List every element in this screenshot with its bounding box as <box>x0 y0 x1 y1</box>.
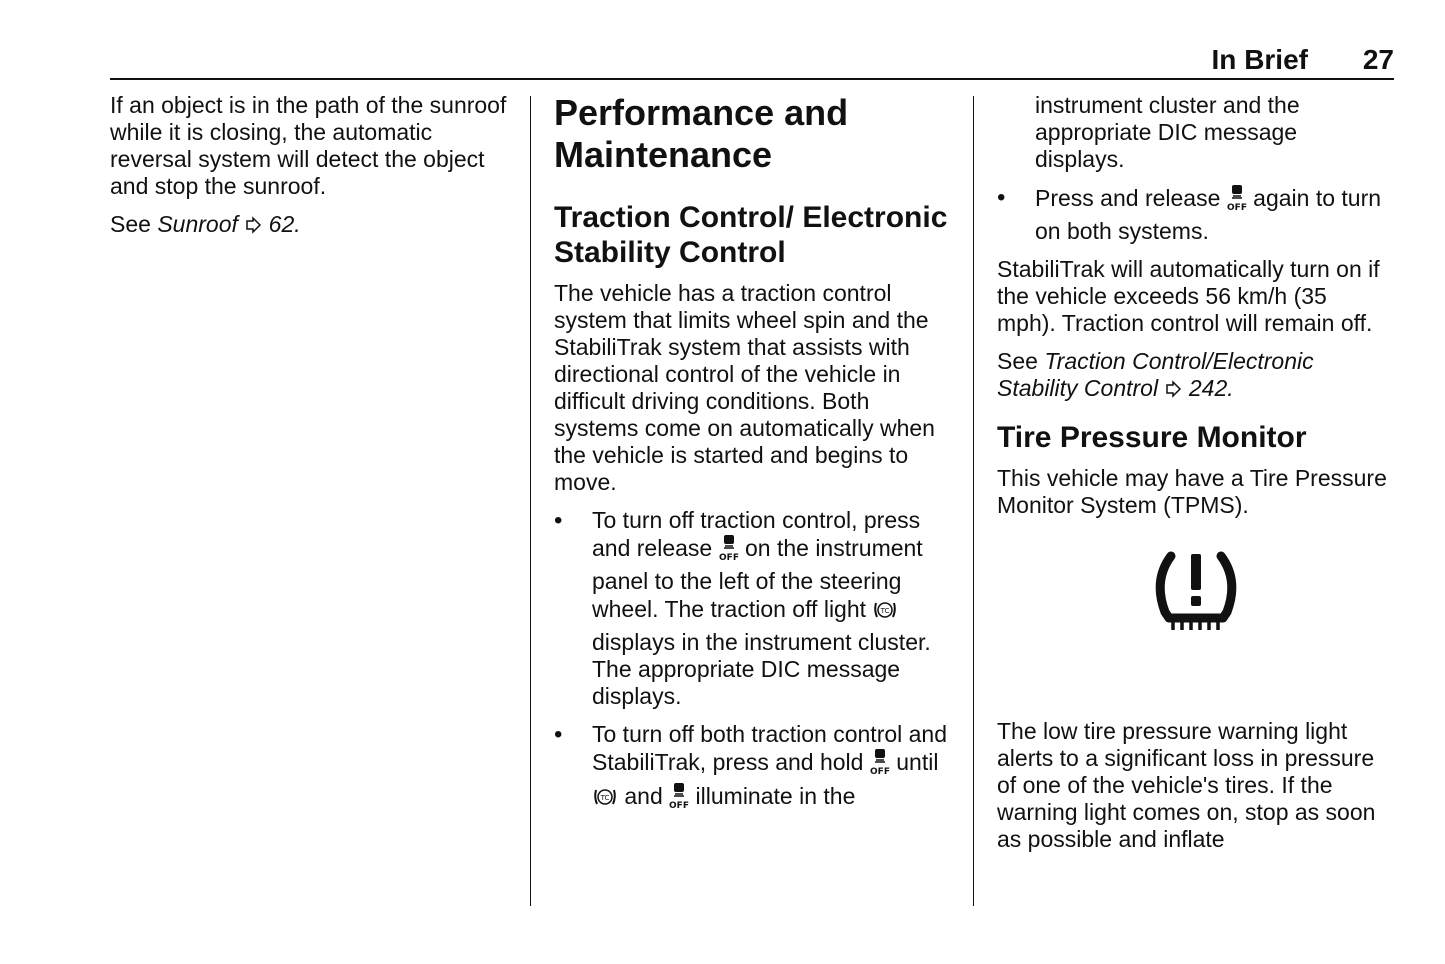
bullet-text: and <box>618 783 670 809</box>
svg-text:TC: TC <box>881 607 890 615</box>
section-title: In Brief <box>1211 44 1308 75</box>
see-prefix: See <box>997 348 1045 374</box>
bullet-text: To turn off traction control, press and release <box>592 507 921 561</box>
bullet-text: until <box>889 749 939 775</box>
bullet-text: To turn off both traction control and StabiliTrak, press and hold <box>592 721 948 775</box>
sunroof-paragraph: If an object is in the path of the sunroof while it is closing, the automatic reversal system will detect the object and stop the sunroof. <box>110 92 507 199</box>
traction-intro-paragraph: The vehicle has a traction control system that limits wheel spin and the StabiliTrak system that assists with directional control of the vehicle in difficult driving conditions. Both systems come on automatically when the vehicle is started and begins to move. <box>554 280 935 495</box>
list-item <box>554 721 954 816</box>
svg-text:OFF: OFF <box>669 801 690 810</box>
stabilitrak-off-icon <box>1227 184 1247 218</box>
see-prefix: See <box>110 211 158 237</box>
ref-title: Sunroof <box>157 211 238 237</box>
ref-page: 242 <box>1188 375 1228 401</box>
see-reference <box>110 211 510 238</box>
column-middle <box>554 92 954 827</box>
svg-text:OFF: OFF <box>869 767 890 776</box>
svg-text:TC: TC <box>600 794 610 802</box>
ref-suffix: . <box>1227 375 1234 401</box>
bullet-text: Press and release <box>1035 185 1227 211</box>
tpms-illustration <box>997 530 1392 700</box>
column-left <box>110 92 510 249</box>
tpms-intro-paragraph: This vehicle may have a Tire Pressure Monitor System (TPMS). <box>997 465 1387 518</box>
column-divider <box>530 96 531 906</box>
subsection-heading: Tire Pressure Monitor <box>997 421 1307 454</box>
page-number: 27 <box>1362 44 1394 75</box>
sunroof-link[interactable] <box>157 211 294 237</box>
traction-off-light-icon <box>872 595 898 629</box>
svg-text:OFF: OFF <box>718 553 739 562</box>
stabilitrak-off-icon <box>870 748 890 782</box>
traction-off-light-icon <box>592 782 618 816</box>
traction-control-link[interactable] <box>997 348 1314 401</box>
page-header <box>110 40 1394 80</box>
tire-pressure-warning-icon <box>1153 548 1239 636</box>
column-divider <box>973 96 974 906</box>
subsection-heading: Traction Control/ Electronic Stability Control <box>554 201 948 269</box>
stabilitrak-paragraph: StabiliTrak will automatically turn on if the vehicle exceeds 56 km/h (35 mph). Traction control will remain off. <box>997 256 1380 336</box>
tpms-warning-paragraph: The low tire pressure warning light alerts to a significant loss in pressure of one of the vehicle's tires. If the warning light comes on, stop as soon as possible and inflate <box>997 718 1376 852</box>
stabilitrak-off-icon <box>719 534 739 568</box>
svg-text:OFF: OFF <box>1226 203 1247 212</box>
ref-title: Traction Control/Electronic Stability Control <box>997 348 1314 401</box>
see-reference <box>997 348 1392 402</box>
bullet-text: again to turn on both systems. <box>1035 185 1382 244</box>
ref-page: 62 <box>268 211 295 237</box>
list-item <box>554 507 954 710</box>
traction-instructions-list <box>554 507 954 816</box>
ref-suffix: . <box>294 211 301 237</box>
bullet-text: displays in the instrument cluster. The appropriate DIC message displays. <box>592 629 931 709</box>
stabilitrak-list <box>997 184 1392 245</box>
stabilitrak-off-icon <box>669 782 689 816</box>
bullet-text: illuminate in the <box>689 783 856 809</box>
bullet-continuation: instrument cluster and the appropriate DIC message displays. <box>1035 92 1300 172</box>
list-item <box>997 184 1392 245</box>
bullet-text: on the instrument panel to the left of the steering wheel. The traction off light <box>592 535 923 622</box>
column-right <box>997 92 1392 864</box>
section-heading: Performance and Maintenance <box>554 92 849 175</box>
page-ref-arrow-icon <box>244 216 262 234</box>
page-ref-arrow-icon <box>1164 380 1182 398</box>
